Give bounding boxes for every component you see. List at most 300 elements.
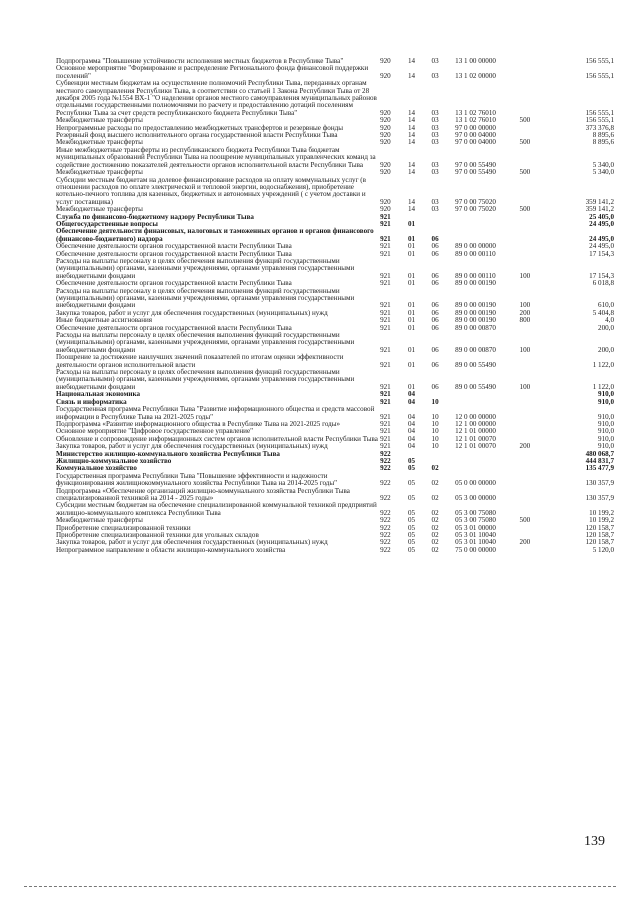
ministry-code-cell: 920: [380, 197, 391, 206]
table-row: [56, 258, 614, 280]
expense-type-cell: 200: [519, 442, 531, 451]
target-item-cell: 05 3 01 00000: [455, 523, 496, 532]
section-code-cell: 14: [407, 108, 416, 117]
subsection-code-cell: 02: [431, 493, 439, 502]
row-name-cell: Расходы на выплаты персоналу в целях обеспечения выполнения функций государственными (муниципальными) органами, казенными учреждениями, органами управления государственными внебюджетными фондами: [56, 331, 355, 354]
target-item-cell: 89 0 00 55490: [455, 360, 496, 369]
section-code-cell: 05: [407, 516, 416, 525]
subsection-code-cell: 03: [431, 138, 439, 147]
subsection-code-cell: 03: [431, 57, 439, 65]
ministry-code-cell: 920: [380, 131, 391, 140]
section-code-cell: 14: [407, 57, 416, 65]
row-name-cell: Иные бюджетные ассигнования: [56, 316, 153, 325]
ministry-code-cell: 922: [380, 456, 391, 465]
table-row: [56, 80, 614, 117]
row-name-cell: Непрограммные расходы по предоставлению межбюджетных трансфертов и резервные фонды: [56, 123, 344, 132]
row-name-cell: Подпрограмма «Обеспечение организаций жилищно-коммунального хозяйства Республики Тыва специализированной техникой на 2014 - 2025 годы»: [56, 486, 350, 502]
amount-cell: 910,0: [598, 419, 614, 428]
expense-type-cell: [520, 421, 550, 428]
amount-cell: 910,0: [598, 442, 614, 451]
ministry-code-cell: 922: [380, 545, 391, 554]
amount-cell: 24 495,0: [589, 219, 614, 228]
subsection-code-cell: 06: [431, 279, 439, 288]
row-name-cell: Расходы на выплаты персоналу в целях обеспечения выполнения функций государственными (муниципальными) органами, казенными учреждениями, органами управления государственными внебюджетными фондами: [56, 256, 355, 280]
subsection-code-cell: 02: [431, 538, 439, 547]
subsection-code-cell: 03: [431, 205, 439, 214]
target-item-cell: 89 0 00 55490: [455, 382, 496, 391]
amount-cell: 5 340,0: [592, 160, 614, 169]
section-code-cell: 05: [407, 523, 416, 532]
ministry-code-cell: 921: [380, 219, 391, 228]
ministry-code-cell: 920: [380, 168, 391, 177]
amount-cell: 359 141,2: [585, 197, 614, 206]
target-item-cell: 05 3 00 00000: [455, 493, 496, 502]
row-name-cell: Закупка товаров, работ и услуг для обеспечения государственных (муниципальных) нужд: [56, 308, 328, 317]
ministry-code-cell: 920: [380, 138, 391, 147]
section-code-cell: 14: [407, 116, 416, 125]
expense-type-cell: [520, 502, 550, 517]
ministry-code-cell: 920: [380, 205, 391, 214]
section-code-cell: 04: [407, 397, 416, 406]
subsection-code-cell: 02: [431, 545, 439, 554]
subsection-code-cell: 06: [431, 249, 439, 258]
section-code-cell: 14: [407, 71, 416, 80]
row-name-cell: Основное мероприятие "Формирование и распределение Регионального фонда финансовой поддержки поселений": [56, 64, 369, 80]
table-row: [56, 332, 614, 354]
section-code-cell: 05: [407, 493, 416, 502]
subsection-code-cell: 03: [431, 116, 439, 125]
section-code-cell: 04: [407, 427, 416, 436]
section-code-cell: 04: [407, 419, 416, 428]
expense-type-cell: 100: [519, 345, 531, 354]
amount-cell: 5 340,0: [592, 168, 614, 177]
amount-cell: 1 122,0: [592, 360, 614, 369]
amount-cell: 1 122,0: [592, 382, 614, 391]
budget-table: [56, 58, 614, 554]
section-code-cell: 01: [407, 249, 416, 258]
target-item-cell: 12 1 01 00070: [455, 434, 496, 443]
subsection-code-cell: 02: [431, 479, 439, 488]
amount-cell: 444 831,7: [585, 456, 614, 465]
expense-type-cell: [520, 280, 550, 287]
section-code-cell: 04: [407, 442, 416, 451]
section-code-cell: 14: [407, 138, 416, 147]
expense-type-cell: [520, 406, 550, 421]
subsection-code-cell: 10: [431, 434, 439, 443]
row-name-cell: Расходы на выплаты персоналу в целях обеспечения выполнения функций государственными (муниципальными) органами, казенными учреждениями, органами управления государственными внебюджетными фондами: [56, 286, 355, 310]
target-item-cell: [455, 458, 519, 465]
amount-cell: 6 018,8: [592, 279, 614, 288]
target-item-cell: 89 0 00 00110: [455, 271, 496, 280]
subsection-code-cell: 10: [431, 427, 439, 436]
ministry-code-cell: 922: [380, 479, 391, 488]
subsection-code-cell: 06: [431, 323, 439, 332]
row-name-cell: Межбюджетные трансферты: [56, 168, 143, 177]
amount-cell: 130 357,9: [585, 479, 614, 488]
section-code-cell: 14: [407, 168, 416, 177]
section-code-cell: 01: [407, 234, 416, 243]
row-name-cell: Резервный фонд высшего исполнительного органа государственной власти Республики Тыва: [56, 131, 338, 140]
target-item-cell: 05 3 00 75080: [455, 516, 496, 525]
table-row: [56, 65, 614, 80]
ministry-code-cell: 922: [380, 464, 391, 473]
table-row: [56, 354, 614, 369]
expense-type-cell: 500: [519, 168, 531, 177]
section-code-cell: 01: [407, 308, 416, 317]
table-row: [56, 488, 614, 503]
row-name-cell: Межбюджетные трансферты: [56, 205, 143, 214]
subsection-code-cell: 02: [431, 523, 439, 532]
amount-cell: 200,0: [598, 323, 614, 332]
expense-type-cell: [520, 65, 550, 80]
expense-type-cell: [520, 488, 550, 503]
row-name-cell: Национальная экономика: [56, 390, 141, 399]
ministry-code-cell: 921: [380, 345, 391, 354]
ministry-code-cell: 921: [380, 234, 391, 243]
section-code-cell: 05: [407, 508, 416, 517]
expense-type-cell: [520, 125, 550, 132]
target-item-cell: 97 0 00 55490: [455, 168, 496, 177]
row-name-cell: Министерство жилищно-коммунального хозяйства Республики Тыва: [56, 449, 280, 458]
section-code-cell: 04: [407, 412, 416, 421]
amount-cell: 910,0: [598, 434, 614, 443]
section-code-cell: 05: [407, 456, 416, 465]
ministry-code-cell: 922: [380, 508, 391, 517]
ministry-code-cell: 921: [380, 271, 391, 280]
ministry-code-cell: 921: [380, 242, 391, 251]
table-row: [56, 391, 614, 398]
ministry-code-cell: 920: [380, 123, 391, 132]
section-code-cell: 01: [407, 360, 416, 369]
expense-type-cell: 500: [519, 116, 531, 125]
row-name-cell: Подпрограмма «Развитие информационного общества в Республике Тыва на 2021-2025 годы»: [56, 419, 341, 428]
amount-cell: 4,0: [605, 316, 614, 325]
section-code-cell: 05: [407, 531, 416, 539]
ministry-code-cell: 921: [380, 316, 391, 325]
expense-type-cell: 200: [519, 308, 531, 317]
target-item-cell: 89 0 00 00870: [455, 345, 496, 354]
row-name-cell: Обеспечение деятельности органов государственной власти Республики Тыва: [56, 323, 292, 332]
section-code-cell: 01: [407, 345, 416, 354]
ministry-code-cell: 921: [380, 427, 391, 436]
row-name-cell: Закупка товаров, работ и услуг для обеспечения государственных (муниципальных) нужд: [56, 538, 328, 547]
row-name-cell: Обновление и сопровождение информационных систем органов исполнительной власти Республики Тыва: [56, 434, 378, 443]
expense-type-cell: [520, 251, 550, 258]
target-item-cell: 05 3 01 10040: [455, 531, 496, 539]
subsection-code-cell: 02: [431, 516, 439, 525]
ministry-code-cell: 920: [380, 108, 391, 117]
target-item-cell: 89 0 00 00110: [455, 249, 496, 258]
row-name-cell: Приобретение специализированной техники: [56, 523, 191, 532]
expense-type-cell: [520, 391, 550, 398]
amount-cell: 5 120,0: [592, 545, 614, 554]
amount-cell: 24 495,0: [589, 234, 614, 243]
scan-edge-line: [24, 886, 616, 889]
row-name-cell: Подпрограмма "Повышение устойчивости исполнения местных бюджетов в Республике Тыва": [56, 57, 344, 65]
row-name-cell: Расходы на выплаты персоналу в целях обеспечения выполнения функций государственными (муниципальными) органами, казенными учреждениями, органами управления государственными внебюджетными фондами: [56, 368, 355, 391]
expense-type-cell: 500: [519, 138, 531, 147]
row-name-cell: Субвенции местным бюджетам на осуществление полномочий Республики Тыва, переданных органам местного самоуправления Республики Тыва, в соответствии со статьей 1 Закона Республики Тыва от 28 декабря 2005 года №1554 ВХ-1 "О наделении органов местного самоуправления муниципальных районов отдельными государственными полномочиями по расчету и предоставлению дотаций поселениям Республики Тыва за счет средств республиканского бюджета Республики Тыва": [56, 79, 377, 117]
subsection-code-cell: 06: [431, 382, 439, 391]
amount-cell: 910,0: [598, 427, 614, 436]
amount-cell: 359 141,2: [585, 205, 614, 214]
subsection-code-cell: 06: [431, 301, 439, 310]
row-name-cell: Поощрение за достижение наилучших значений показателей по итогам оценки эффективности деятельности органов исполнительной власти: [56, 353, 344, 369]
expense-type-cell: [520, 354, 550, 369]
subsection-code-cell: 06: [431, 316, 439, 325]
subsection-code-cell: 03: [431, 168, 439, 177]
row-name-cell: Связь и информатика: [56, 397, 127, 406]
expense-type-cell: [520, 458, 550, 465]
subsection-code-cell: 06: [431, 360, 439, 369]
expense-type-cell: 500: [519, 205, 531, 214]
target-item-cell: [455, 451, 519, 458]
amount-cell: 156 555,1: [585, 108, 614, 117]
amount-cell: 610,0: [598, 301, 614, 310]
ministry-code-cell: 921: [380, 390, 391, 399]
ministry-code-cell: 921: [380, 308, 391, 317]
subsection-code-cell: 03: [431, 123, 439, 132]
ministry-code-cell: 921: [380, 279, 391, 288]
target-item-cell: 97 0 00 55490: [455, 160, 496, 169]
section-code-cell: 01: [407, 279, 416, 288]
subsection-code-cell: 03: [431, 71, 439, 80]
target-item-cell: 89 0 00 00190: [455, 301, 496, 310]
section-code-cell: 14: [407, 197, 416, 206]
section-code-cell: 01: [407, 316, 416, 325]
expense-type-cell: 100: [519, 382, 531, 391]
amount-cell: 910,0: [598, 397, 614, 406]
amount-cell: 10 199,2: [589, 516, 614, 525]
ministry-code-cell: 920: [380, 160, 391, 169]
target-item-cell: 12 1 01 00070: [455, 442, 496, 451]
section-code-cell: 05: [407, 545, 416, 554]
ministry-code-cell: 922: [380, 449, 391, 458]
subsection-code-cell: 06: [431, 345, 439, 354]
table-row: [56, 177, 614, 207]
section-code-cell: 01: [407, 271, 416, 280]
table-row: [56, 502, 614, 517]
target-item-cell: 13 1 02 76010: [455, 116, 496, 125]
target-item-cell: [455, 221, 519, 228]
expense-type-cell: [520, 177, 550, 207]
expense-type-cell: [520, 58, 550, 65]
ministry-code-cell: 920: [380, 116, 391, 125]
amount-cell: 910,0: [598, 412, 614, 421]
amount-cell: 8 895,6: [592, 131, 614, 140]
row-name-cell: Основное мероприятие "Цифровое государственное управление": [56, 427, 254, 436]
target-item-cell: [455, 391, 519, 398]
ministry-code-cell: 920: [380, 71, 391, 80]
amount-cell: 130 357,9: [585, 493, 614, 502]
subsection-code-cell: 06: [431, 271, 439, 280]
row-name-cell: Жилищно-коммунальное хозяйство: [56, 456, 172, 465]
expense-type-cell: [520, 525, 550, 532]
row-name-cell: Обеспечение деятельности финансовых, налоговых и таможенных органов и органов финансового (финансово-бюджетного) надзора: [56, 227, 374, 243]
ministry-code-cell: 920: [380, 57, 391, 65]
target-item-cell: [455, 214, 519, 221]
amount-cell: 25 405,0: [589, 212, 614, 221]
ministry-code-cell: 921: [380, 419, 391, 428]
expense-type-cell: [520, 243, 550, 250]
amount-cell: 156 555,1: [585, 71, 614, 80]
section-code-cell: 01: [407, 301, 416, 310]
ministry-code-cell: 921: [380, 412, 391, 421]
subsection-code-cell: [432, 221, 456, 228]
amount-cell: 17 154,3: [589, 249, 614, 258]
target-item-cell: 13 1 02 00000: [455, 71, 496, 80]
subsection-code-cell: 10: [431, 397, 439, 406]
row-name-cell: Обеспечение деятельности органов государственной власти Республики Тыва: [56, 242, 292, 251]
target-item-cell: 12 0 00 00000: [455, 412, 496, 421]
subsection-code-cell: 03: [431, 108, 439, 117]
amount-cell: 156 555,1: [585, 116, 614, 125]
target-item-cell: 89 0 00 00000: [455, 242, 496, 251]
row-name-cell: Иные межбюджетные трансферты из республиканского бюджета Республики Тыва бюджетам муниципальных образований Республики Тыва на поощрение муниципальных управленческих команд за содействие достижению показателей деятельности органов исполнительной власти Республики Тыва: [56, 145, 376, 169]
subsection-code-cell: 10: [431, 419, 439, 428]
target-item-cell: [455, 399, 519, 406]
ministry-code-cell: 921: [380, 382, 391, 391]
expense-type-cell: [520, 228, 550, 243]
section-code-cell: 14: [407, 131, 416, 140]
ministry-code-cell: 922: [380, 523, 391, 532]
subsection-code-cell: 03: [431, 197, 439, 206]
expense-type-cell: 800: [519, 316, 531, 325]
ministry-code-cell: 922: [380, 516, 391, 525]
expense-type-cell: [520, 147, 550, 169]
amount-cell: 200,0: [598, 345, 614, 354]
expense-type-cell: [520, 465, 550, 472]
amount-cell: 5 404,8: [592, 308, 614, 317]
expense-type-cell: [520, 451, 550, 458]
subsection-code-cell: 10: [431, 412, 439, 421]
expense-type-cell: [520, 428, 550, 435]
ministry-code-cell: 921: [380, 397, 391, 406]
target-item-cell: 97 0 00 04000: [455, 131, 496, 140]
target-item-cell: 05 3 01 10040: [455, 538, 496, 547]
amount-cell: 8 895,6: [592, 138, 614, 147]
expense-type-cell: [520, 214, 550, 221]
row-name-cell: Межбюджетные трансферты: [56, 516, 143, 525]
expense-type-cell: [520, 473, 550, 488]
expense-type-cell: 100: [519, 271, 531, 280]
ministry-code-cell: 921: [380, 323, 391, 332]
section-code-cell: 01: [407, 323, 416, 332]
ministry-code-cell: 921: [380, 360, 391, 369]
row-name-cell: Обеспечение деятельности органов государственной власти Республики Тыва: [56, 249, 292, 258]
ministry-code-cell: 921: [380, 301, 391, 310]
amount-cell: 156 555,1: [585, 57, 614, 65]
expense-type-cell: 200: [519, 538, 531, 547]
subsection-code-cell: 03: [431, 160, 439, 169]
amount-cell: 120 158,7: [585, 538, 614, 547]
table-row: [56, 473, 614, 488]
row-name-cell: Субсидии местным бюджетам на обеспечение специализированной коммунальной техникой предприятий жилищно-коммунального комплекса Республики Тыва: [56, 501, 377, 517]
amount-cell: 480 068,7: [585, 449, 614, 458]
target-item-cell: 75 0 00 00000: [455, 545, 496, 554]
ministry-code-cell: 921: [380, 434, 391, 443]
target-item-cell: 13 1 02 76010: [455, 108, 496, 117]
budget-table-body: [56, 58, 614, 554]
subsection-code-cell: 02: [431, 531, 439, 539]
subsection-code-cell: 02: [431, 508, 439, 517]
row-name-cell: Межбюджетные трансферты: [56, 116, 143, 125]
target-item-cell: 89 0 00 00190: [455, 316, 496, 325]
row-name-cell: Государственная программа Республики Тыва "Повышение эффективности и надежности функционирования жилищнокоммунального хозяйства Республики Тыва на 2014-2025 годы": [56, 471, 338, 488]
amount-cell: 910,0: [598, 390, 614, 399]
subsection-code-cell: 06: [431, 234, 439, 243]
target-item-cell: 89 0 00 00190: [455, 308, 496, 317]
table-row: [56, 547, 614, 554]
amount-cell: 120 158,7: [585, 531, 614, 539]
target-item-cell: 97 0 00 00000: [455, 123, 496, 132]
subsection-code-cell: 10: [431, 442, 439, 451]
section-code-cell: 01: [407, 242, 416, 251]
target-item-cell: 97 0 00 75020: [455, 205, 496, 214]
amount-cell: 24 495,0: [589, 242, 614, 251]
target-item-cell: [455, 465, 519, 472]
section-code-cell: 01: [407, 382, 416, 391]
expense-type-cell: [520, 399, 550, 406]
row-name-cell: Межбюджетные трансферты: [56, 138, 143, 147]
table-row: [56, 369, 614, 391]
section-code-cell: 14: [407, 205, 416, 214]
subsection-code-cell: 06: [431, 242, 439, 251]
section-code-cell: 14: [407, 123, 416, 132]
target-item-cell: 12 1 00 00000: [455, 419, 496, 428]
amount-cell: 120 158,7: [585, 523, 614, 532]
subsection-code-cell: [432, 451, 456, 458]
row-name-cell: Приобретение специализированной техники для угольных складов: [56, 531, 259, 539]
section-code-cell: 05: [407, 538, 416, 547]
row-name-cell: Общегосударственные вопросы: [56, 219, 158, 228]
target-item-cell: 13 1 00 00000: [455, 57, 496, 65]
amount-cell: 17 154,3: [589, 271, 614, 280]
row-name-cell: Государственная программа Республики Тыва "Развитие информационного общества и средств массовой информации в Республике Тыва на 2021-2025 годы": [56, 405, 375, 421]
section-code-cell: 01: [407, 219, 416, 228]
section-code-cell: 04: [407, 434, 416, 443]
section-code-cell: 14: [407, 160, 416, 169]
ministry-code-cell: 922: [380, 538, 391, 547]
expense-type-cell: [520, 325, 550, 332]
expense-type-cell: 500: [519, 516, 531, 525]
ministry-code-cell: 921: [380, 249, 391, 258]
amount-cell: 135 477,9: [585, 464, 614, 473]
row-name-cell: Обеспечение деятельности органов государственной власти Республики Тыва: [56, 279, 292, 288]
subsection-code-cell: 02: [431, 464, 439, 473]
section-code-cell: 05: [407, 464, 416, 473]
ministry-code-cell: 922: [380, 493, 391, 502]
table-row: [56, 406, 614, 421]
expense-type-cell: 100: [519, 301, 531, 310]
row-name-cell: Служба по финансово-бюджетному надзору Республики Тыва: [56, 212, 254, 221]
amount-cell: 10 199,2: [589, 508, 614, 517]
table-row: [56, 458, 614, 465]
expense-type-cell: [520, 80, 550, 117]
target-item-cell: 05 0 00 00000: [455, 479, 496, 488]
target-item-cell: 12 1 01 00000: [455, 427, 496, 436]
amount-cell: 373 376,8: [585, 123, 614, 132]
row-name-cell: Непрограммное направление в области жилищно-коммунального хозяйства: [56, 545, 286, 554]
target-item-cell: [455, 228, 519, 243]
subsection-code-cell: [432, 214, 456, 221]
table-row: [56, 228, 614, 243]
target-item-cell: 89 0 00 00190: [455, 279, 496, 288]
subsection-code-cell: 06: [431, 308, 439, 317]
table-row: [56, 288, 614, 310]
target-item-cell: 97 0 00 04000: [455, 138, 496, 147]
row-name-cell: Коммунальное хозяйство: [56, 464, 137, 473]
